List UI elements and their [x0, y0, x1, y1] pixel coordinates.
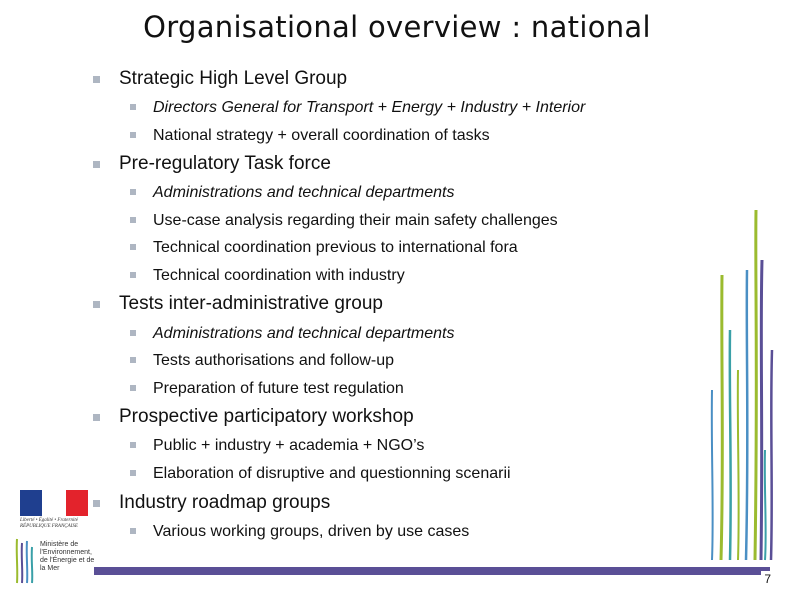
list-item-text: Elaboration of disruptive and questionning scenarii — [153, 465, 511, 482]
stripe-green — [721, 275, 722, 560]
bullet-marker — [93, 414, 100, 421]
bullet-marker — [93, 301, 100, 308]
logo-motto: Liberté • Égalité • Fraternité RÉPUBLIQUE FRANÇAISE — [20, 518, 78, 529]
logo-stripes-icon — [13, 537, 39, 585]
bullet-marker — [130, 470, 136, 476]
footer-band — [94, 567, 794, 595]
bullet-marker — [130, 330, 136, 336]
stripe-purple — [761, 260, 762, 560]
list-item-text: Directors General for Transport + Energy + Industry + Interior — [153, 99, 586, 116]
section-label: Prospective participatory workshop — [119, 406, 414, 427]
logo-ministry-text: Ministère de l'Environnement, de l'Énergie et de la Mer — [40, 541, 95, 572]
decorative-stripes — [700, 200, 794, 570]
bullet-marker — [130, 528, 136, 534]
stripe-green — [755, 210, 756, 560]
bullet-marker — [130, 104, 136, 110]
list-item-text: Use-case analysis regarding their main safety challenges — [153, 212, 558, 229]
list-item-text: Technical coordination with industry — [153, 267, 405, 284]
stripe-teal — [765, 450, 766, 560]
list-item-text: National strategy + overall coordination of tasks — [153, 127, 490, 144]
bullet-marker — [130, 357, 136, 363]
footer-band-stripe — [94, 567, 770, 575]
stripe-green — [738, 370, 739, 560]
footer-band-white — [94, 575, 770, 595]
section-label: Industry roadmap groups — [119, 492, 331, 513]
stripe-purple — [771, 350, 772, 560]
section-label: Tests inter-administrative group — [119, 293, 383, 314]
french-flag-icon — [20, 490, 88, 516]
bullet-marker — [130, 244, 136, 250]
stripe-teal — [730, 330, 731, 560]
list-item-text: Administrations and technical departments — [153, 325, 455, 342]
bullet-marker — [130, 442, 136, 448]
list-item-text: Administrations and technical departments — [153, 184, 455, 201]
bullet-marker — [130, 132, 136, 138]
section-label: Strategic High Level Group — [119, 68, 348, 89]
section-label: Pre-regulatory Task force — [119, 153, 331, 174]
bullet-marker — [130, 385, 136, 391]
list-item-text: Public + industry + academia + NGO’s — [153, 437, 425, 454]
list-item-text: Technical coordination previous to international fora — [153, 239, 518, 256]
bullet-marker — [130, 272, 136, 278]
bullet-marker — [93, 161, 100, 168]
bullet-marker — [93, 76, 100, 83]
stripe-blue — [712, 390, 713, 560]
bullet-marker — [130, 189, 136, 195]
bullet-marker — [93, 500, 100, 507]
stripe-blue — [746, 270, 747, 560]
list-item-text: Tests authorisations and follow-up — [153, 352, 395, 369]
list-item-text: Preparation of future test regulation — [153, 380, 404, 397]
page-number: 7 — [761, 571, 774, 587]
list-item-text: Various working groups, driven by use cases — [153, 523, 470, 540]
slide-title: Organisational overview : national — [143, 10, 651, 44]
ministry-logo — [10, 487, 95, 587]
bullet-marker — [130, 217, 136, 223]
